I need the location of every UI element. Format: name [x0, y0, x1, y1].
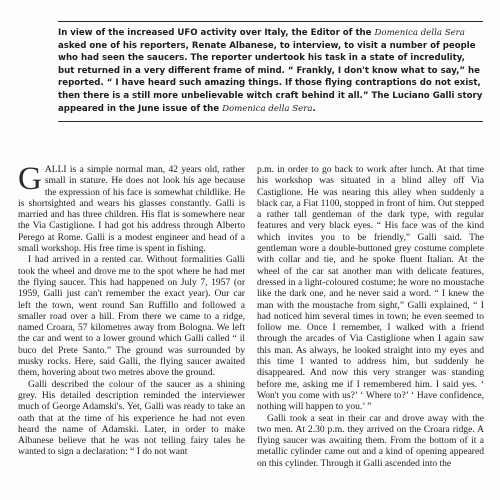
drop-cap: G	[18, 161, 42, 197]
intro-text-part1: In view of the increased UFO activity over Italy, the Editor of the	[58, 28, 375, 38]
publication-name: Domenica della Sera	[222, 103, 313, 114]
article-column-left	[18, 161, 245, 469]
intro-paragraph	[58, 27, 483, 115]
article-body	[18, 161, 484, 469]
article-paragraph: Galli described the colour of the saucer as a shining grey. His detailed description reminded the interviewer much of George Adamski's. Yet, Galli was ready to take an oath that at the time of his experience he had not even heard the name of Adamski. Later, in order to make Albanese believe that he was not telling fairy tales he wanted to sign a declaration: “ I do not want	[18, 378, 245, 458]
article-paragraph: I had arrived in a rented car. Without formalities Galli took the wheel and drove me to the spot where he had met the flying saucer. This had happened on July 7, 1957 (or 1959, Galli just can't remember the exact year). Our car left the town, went round San Ruffillo and followed a smaller road over a hill. From there we came to a ridge, named Croara, 57 kilometres away from Bologna. We left the car and went to a lower ground which Galli called “ il buco del Prete Santo.” The ground was surrounded by musky rocks. Here, said Galli, the flying saucer awaited them, hovering about two metres above the ground.	[18, 254, 245, 379]
article-paragraph: Galli took a seat in their car and drove away with the two men. At 2.30 p.m. they arrived on the Croara ridge. A flying saucer was awaiting them. From the bottom of it a metallic cylinder came out and a kind of opening appeared on this cylinder. Through it Galli ascended into the	[257, 412, 484, 469]
article-paragraph	[18, 161, 245, 255]
article-paragraph: p.m. in order to go back to work after lunch. At that time his workshop was situated in a blind alley off Via Castiglione. He was nearing this alley when suddenly a black car, a Fiat 1100, stopped in front of him. Out stepped a rather tall gentleman of the dark type, with regular features and very black eyes. “ His face was of the kind which invites you to be friendly,” Galli said. The gentleman wore a double-buttoned grey costume complete with collar and tie, and he spoke fluent Italian. At the wheel of the car sat another man with delicate features, dressed in a light-coloured costume; he wore no moustache like the dark one, and he never said a word. “ I knew the man with the moustache from sight,” Galli explained, “ I had noticed him several times in town; he even seemed to follow me. Once I remember, I walked with a friend through the arcades of Via Castiglione when I again saw this man. As always, he looked straight into my eyes and this time I wanted to address him, but suddenly he disappeared. And now this very stranger was standing before me, asking me if I remembered him. I said yes. ‘ Won't you come with us?’ ‘ Where to?’ ‘ Have confidence, nothing will happen to you.’ ”	[257, 164, 484, 413]
publication-name: Domenica della Sera	[374, 28, 465, 38]
intro-text-part3: .	[312, 103, 316, 114]
intro-box	[58, 21, 483, 122]
article-column-right	[257, 164, 484, 469]
paragraph-text: ALLI is a simple normal man, 42 years old, rather small in stature. He does not look his age because the expression of his face is somewhat childlike. He is shortsighted and wears his glasses constantly. Galli is married and has three children. His flat is somewhere near the Via Castiglione. I had got his address through Alberto Perego at Rome. Galli is a modest engineer and head of a small workshop. His free time is spent in fishing.	[18, 164, 245, 255]
intro-text-part2: asked one of his reporters, Renate Albanese, to interview, to visit a number of people who had seen the saucers. The reporter undertook his task in a state of incredulity, but returned in a very different frame of mind. “ Frankly, I don't know what to say,” he reported. “ I have heard such amazing things. If those flying contraptions do not exist, then there is a still more unbelievable witch craft behind it all.” The Luciano Galli story appeared in the June issue of the	[58, 40, 483, 114]
